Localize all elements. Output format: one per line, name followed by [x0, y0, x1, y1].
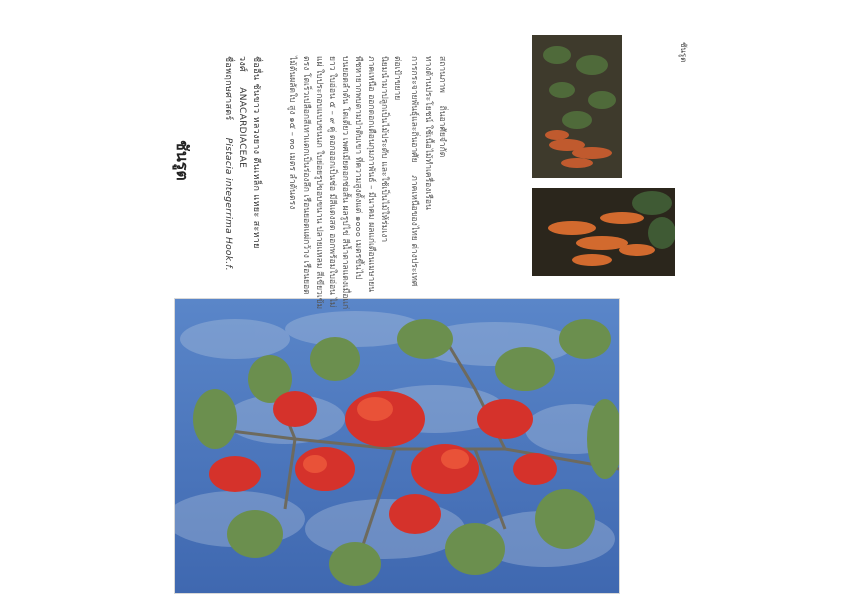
fruit-photo-top — [532, 35, 622, 178]
other-names: ชื่ออื่น ชันขาว หลวงยาง ตีนเหล็ก แหยะ สะหาย — [251, 56, 261, 249]
distribution-label: การกระจายพันธุ์และถิ่นอาศัย — [409, 56, 419, 163]
description-line-5: พืชหายากพบตามป่าดิบเขา ที่ความสูงตั้งแต่ ๑๐๐๐ เมตรขึ้นไป — [353, 56, 363, 280]
scientific-name: Pistacia integerrima Hook.f. — [223, 137, 233, 271]
description-line-8: ต่อเป้าขยาย — [392, 56, 402, 101]
distribution-row — [408, 56, 422, 286]
fruit-photo-bottom — [532, 188, 675, 276]
photo-caption: ชันรูต — [679, 42, 688, 63]
scientific-label: ชื่อพฤกษศาสตร์ — [223, 56, 233, 121]
usage-line: ทางด้านประโยชน์ ใช้เนื้อไม้ทำเครื่องเรือน — [423, 56, 433, 210]
fruit-illustration-bottom — [532, 188, 675, 276]
tree-illustration — [175, 299, 619, 593]
description-line-1: ตรง โตเร็วเปลือกสีเทาแตกเป็นร่องลึก เรือนยอดแผ่กว้าง เรือนยอด — [301, 56, 311, 295]
distribution-text: ภาคเหนือของไทย ต่างประเทศ — [409, 175, 419, 287]
description-line-0: ไม้ต้นผลัดใบ สูง ๑๕ – ๓๐ เมตร ลำต้นตรง — [287, 56, 297, 210]
fruit-illustration-top — [532, 35, 622, 178]
main-tree-photo — [174, 298, 620, 594]
description-line-2: แผ่ ใบประกอบแบบขนนก ใบย่อยรูปขอบขนาน ปลายแหลม สีเขียวเข้ม — [314, 56, 324, 310]
family-row — [236, 56, 250, 168]
description-line-6: ภาคเหนือ ออกดอกเดือนกุมภาพันธ์ – มีนาคม ผลแก่เดือนเมษายน — [366, 56, 376, 293]
status-text: ถิ่นอาศัยจำกัด — [437, 105, 447, 158]
page-title: ชันรูต — [173, 140, 192, 181]
family-label: วงศ์ — [237, 56, 247, 73]
description-line-3: ยาว ใบอ่อน ๕ – ๙ คู่ ดอกออกเป็นช่อ มีสีแดงสด ออกพร้อมใบอ่อน ไม่ — [327, 56, 337, 308]
description-line-7: นิยมนำมาปลูกเป็นไม้ประดับ และใช้เป็นไม้ให้ร่มเงา — [379, 56, 389, 243]
status-row — [436, 56, 450, 157]
scientific-name-row — [222, 56, 236, 271]
status-label: สถานภาพ — [437, 56, 447, 93]
family-name: ANACARDIACEAE — [237, 87, 247, 169]
description-line-4: บนยอดลำต้น โตเดี่ยว เพศเมียดอกช่อสั้น ผลรูปไข่ สีน้ำตาลแดงเมื่อแก่ — [340, 56, 350, 310]
